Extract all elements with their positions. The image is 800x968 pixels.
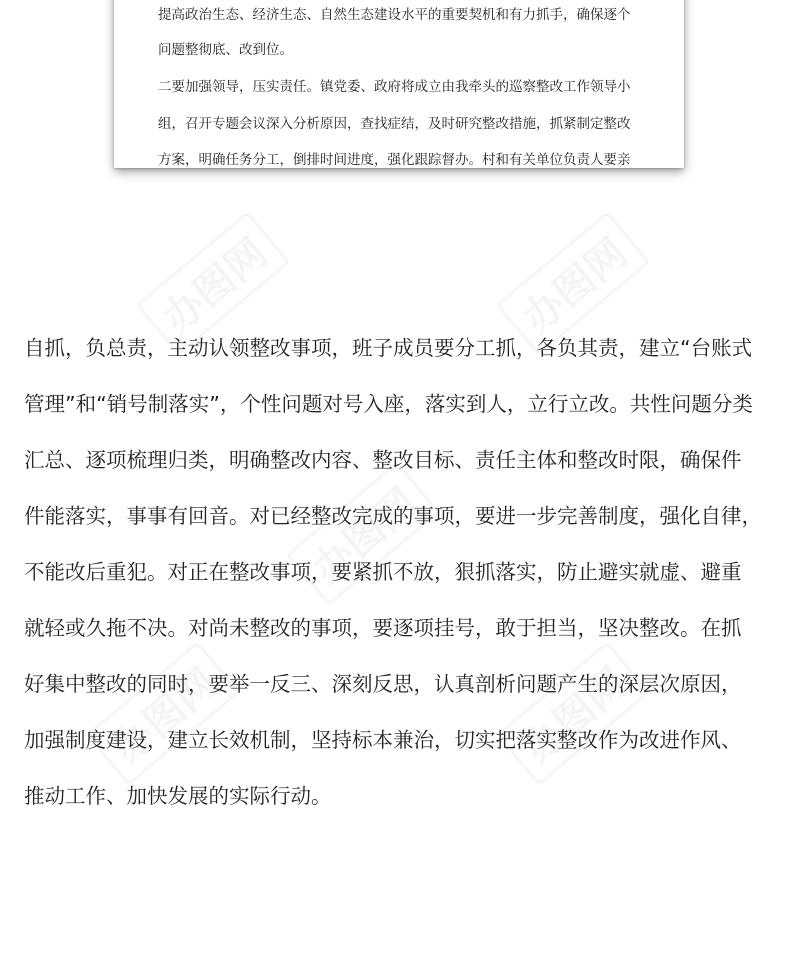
body-text-line: 推动工作、加快发展的实际行动。 [24, 784, 332, 808]
card-text-line: 组，召开专题会议深入分析原因，查找症结，及时研究整改措施，抓紧制定整改 [158, 116, 631, 132]
body-text-line: 管理”和“销号制落实”，个性问题对号入座，落实到人，立行立改。共性问题分类 [24, 392, 753, 416]
card-text-line: 问题整彻底、改到位。 [158, 42, 293, 58]
card-text-line: 二要加强领导，压实责任。镇党委、政府将成立由我牵头的巡察整改工作领导小 [158, 79, 631, 95]
body-text-line: 不能改后重犯。对正在整改事项，要紧抓不放，狠抓落实，防止避实就虚、避重 [24, 560, 742, 584]
body-text-line: 汇总、逐项梳理归类，明确整改内容、整改目标、责任主体和整改时限，确保件 [24, 448, 742, 472]
body-text-line: 自抓，负总责，主动认领整改事项，班子成员要分工抓，各负其责，建立“台账式 [24, 336, 753, 360]
body-text-line: 就轻或久拖不决。对尚未整改的事项，要逐项挂号，敢于担当，坚决整改。在抓 [24, 616, 742, 640]
card-text-line: 方案，明确任务分工，倒排时间进度，强化跟踪督办。村和有关单位负责人要亲 [158, 152, 631, 168]
body-text-line: 加强制度建设，建立长效机制，坚持标本兼治，切实把落实整改作为改进作风、 [24, 728, 742, 752]
body-paragraph [24, 320, 784, 824]
card-text-line: 提高政治生态、经济生态、自然生态建设水平的重要契机和有力抓手，确保逐个 [158, 7, 631, 23]
document-preview-card [114, 0, 684, 168]
body-text-line: 好集中整改的同时，要举一反三、深刻反思，认真剖析问题产生的深层次原因， [24, 672, 742, 696]
body-text-line: 件能落实，事事有回音。对已经整改完成的事项，要进一步完善制度，强化自律， [24, 504, 762, 528]
